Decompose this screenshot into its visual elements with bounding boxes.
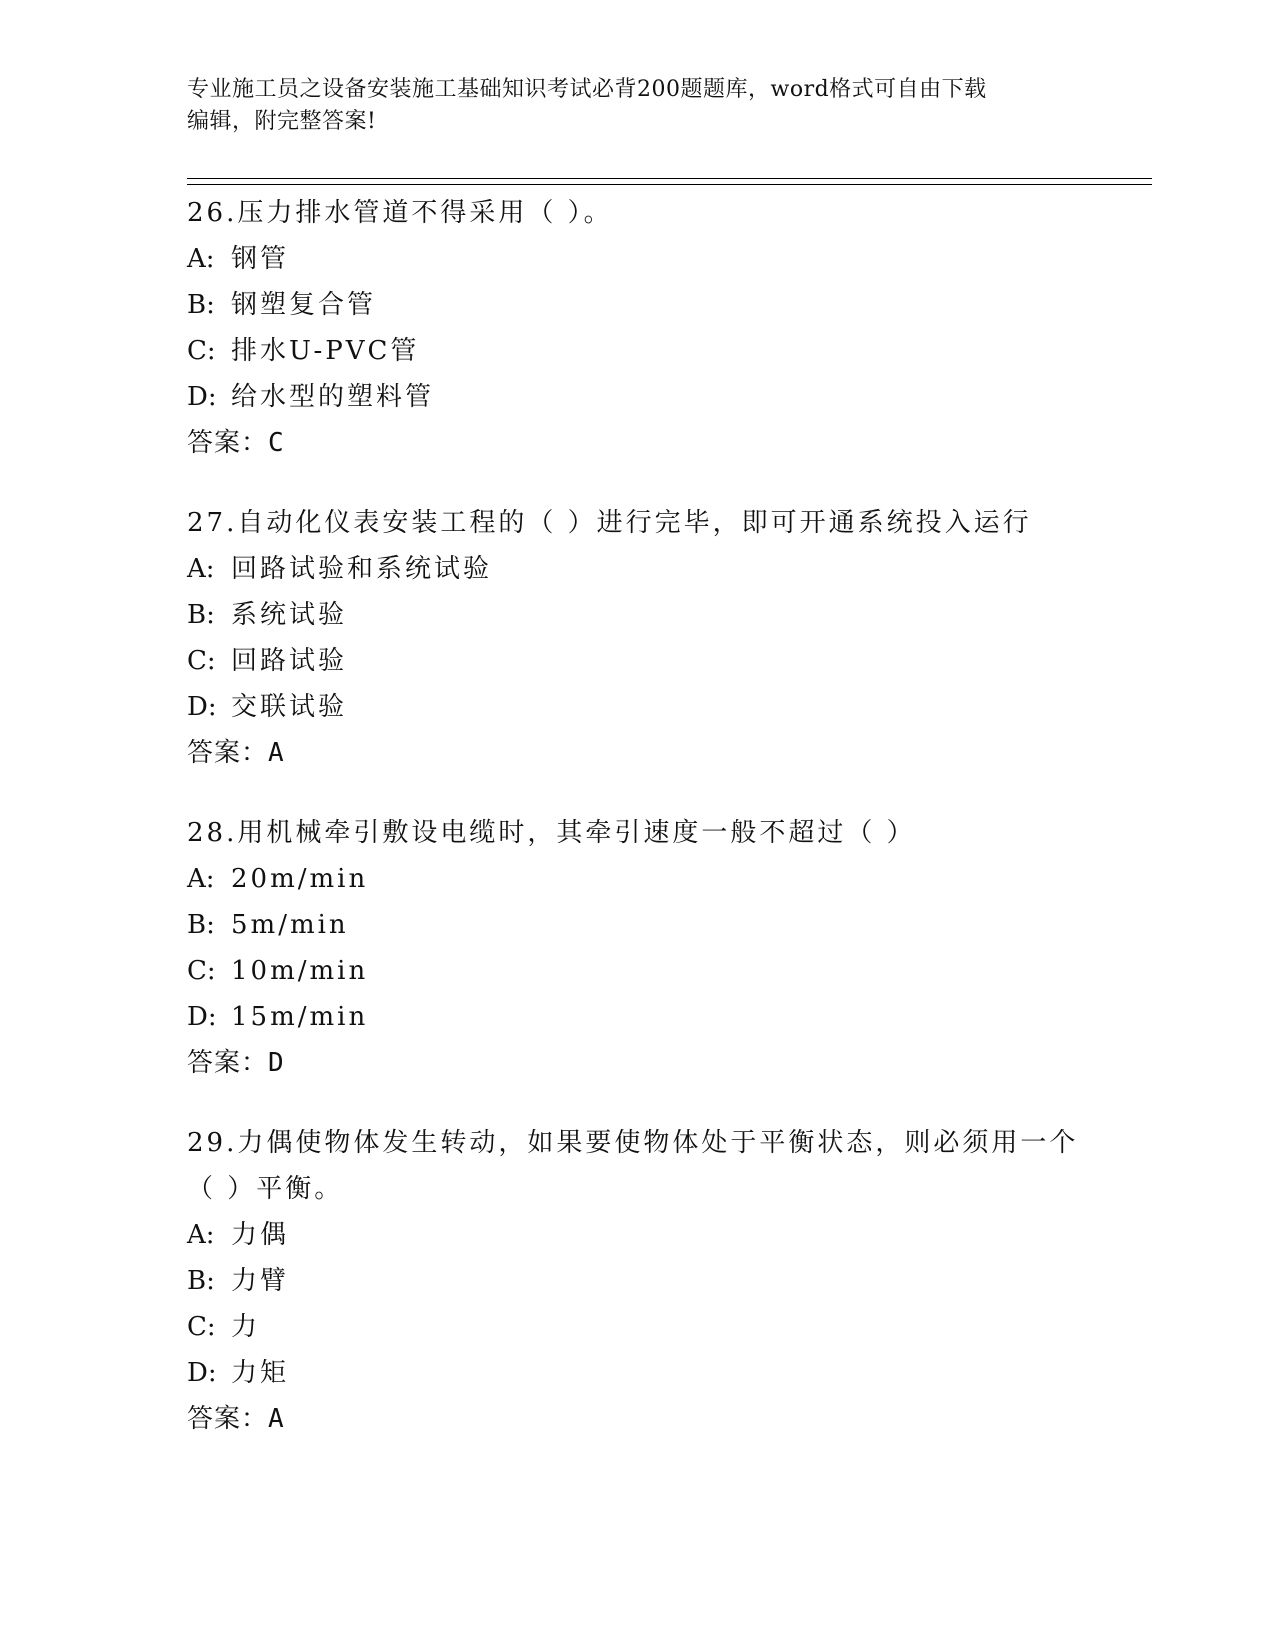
question-29 bbox=[187, 1120, 1087, 1442]
option-d bbox=[187, 994, 1087, 1040]
option-letter: A: bbox=[187, 1220, 215, 1250]
answer-label: 答案： bbox=[187, 738, 269, 768]
option-text: 5m/min bbox=[231, 910, 349, 940]
header-line-1: 专业施工员之设备安装施工基础知识考试必背200题题库，word格式可自由下载 bbox=[187, 77, 987, 102]
option-c bbox=[187, 638, 1087, 684]
option-letter: B: bbox=[187, 910, 215, 940]
option-text: 15m/min bbox=[231, 1002, 369, 1032]
question-stem: 28.用机械牵引敷设电缆时，其牵引速度一般不超过（ ） bbox=[187, 818, 916, 848]
option-letter: C: bbox=[187, 956, 216, 986]
option-a bbox=[187, 856, 1087, 902]
option-d bbox=[187, 1350, 1087, 1396]
option-letter: C: bbox=[187, 1312, 216, 1342]
option-letter: B: bbox=[187, 290, 215, 320]
answer-line bbox=[187, 420, 1087, 466]
option-text: 力矩 bbox=[231, 1358, 290, 1388]
answer-line bbox=[187, 1040, 1087, 1086]
question-26 bbox=[187, 190, 1087, 466]
question-28 bbox=[187, 810, 1087, 1086]
option-letter: D: bbox=[187, 1002, 217, 1032]
option-text: 力臂 bbox=[231, 1266, 290, 1296]
option-letter: D: bbox=[187, 382, 217, 412]
question-stem: 29.力偶使物体发生转动，如果要使物体处于平衡状态，则必须用一个（ ）平衡。 bbox=[187, 1128, 1079, 1204]
option-d bbox=[187, 684, 1087, 730]
answer-line bbox=[187, 1396, 1087, 1442]
option-text: 力偶 bbox=[231, 1220, 290, 1250]
header-line-2: 编辑，附完整答案! bbox=[187, 109, 377, 134]
option-text: 交联试验 bbox=[231, 692, 348, 722]
option-letter: A: bbox=[187, 554, 215, 584]
option-letter: B: bbox=[187, 600, 215, 630]
option-text: 20m/min bbox=[231, 864, 369, 894]
option-letter: C: bbox=[187, 336, 216, 366]
answer-value: C bbox=[268, 428, 284, 458]
option-b bbox=[187, 902, 1087, 948]
answer-value: A bbox=[268, 738, 284, 768]
answer-label: 答案： bbox=[187, 1048, 269, 1078]
option-d bbox=[187, 374, 1087, 420]
option-a bbox=[187, 546, 1087, 592]
question-list bbox=[187, 190, 1087, 1476]
option-b bbox=[187, 282, 1087, 328]
question-stem: 26.压力排水管道不得采用（ ）。 bbox=[187, 198, 613, 228]
option-letter: A: bbox=[187, 244, 215, 274]
answer-value: A bbox=[268, 1404, 284, 1434]
option-b bbox=[187, 1258, 1087, 1304]
header-divider-bottom bbox=[187, 184, 1152, 185]
option-c bbox=[187, 1304, 1087, 1350]
option-text: 回路试验 bbox=[231, 646, 348, 676]
option-text: 排水U-PVC管 bbox=[231, 336, 420, 366]
option-text: 钢塑复合管 bbox=[231, 290, 377, 320]
option-letter: C: bbox=[187, 646, 216, 676]
answer-value: D bbox=[268, 1048, 284, 1078]
option-a bbox=[187, 236, 1087, 282]
answer-label: 答案： bbox=[187, 1404, 269, 1434]
answer-label: 答案： bbox=[187, 428, 269, 458]
option-text: 回路试验和系统试验 bbox=[231, 554, 493, 584]
option-c bbox=[187, 948, 1087, 994]
option-text: 钢管 bbox=[231, 244, 290, 274]
option-letter: B: bbox=[187, 1266, 215, 1296]
option-letter: D: bbox=[187, 1358, 217, 1388]
option-c bbox=[187, 328, 1087, 374]
option-letter: A: bbox=[187, 864, 215, 894]
option-a bbox=[187, 1212, 1087, 1258]
option-text: 10m/min bbox=[231, 956, 369, 986]
question-27 bbox=[187, 500, 1087, 776]
option-b bbox=[187, 592, 1087, 638]
header-divider-top bbox=[187, 178, 1152, 179]
answer-line bbox=[187, 730, 1087, 776]
option-text: 给水型的塑料管 bbox=[231, 382, 435, 412]
question-stem: 27.自动化仪表安装工程的（ ）进行完毕，即可开通系统投入运行 bbox=[187, 508, 1032, 538]
option-text: 系统试验 bbox=[231, 600, 348, 630]
option-letter: D: bbox=[187, 692, 217, 722]
document-header bbox=[187, 74, 1087, 138]
option-text: 力 bbox=[231, 1312, 261, 1342]
